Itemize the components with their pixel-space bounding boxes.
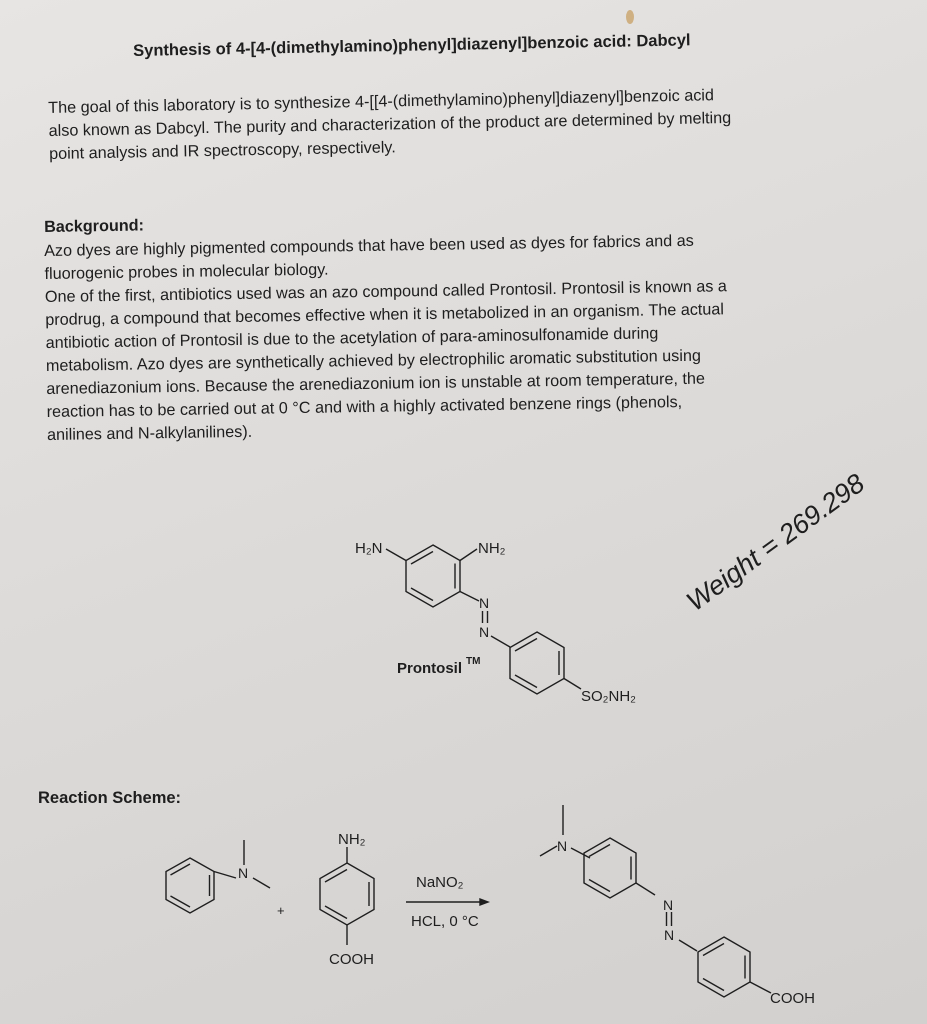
prontosil-diaminobenzene-ring	[386, 545, 479, 607]
background-line: Azo dyes are highly pigmented compounds that have been used as dyes for fabrics and as	[44, 231, 694, 260]
reagent-conditions-label: HCL, 0 °C	[411, 913, 479, 930]
background-line: antibiotic action of Prontosil is due to the acetylation of para-aminosulfonamide during	[45, 324, 659, 352]
prontosil-nh2-label: NH₂	[478, 540, 506, 557]
intro-line: also known as Dabcyl. The purity and characterization of the product are determined by melting	[48, 108, 732, 140]
prontosil-h2n-label: H₂N	[355, 540, 383, 557]
prontosil-name-label: Prontosil	[397, 660, 463, 677]
reactant-cooh-label: COOH	[329, 951, 374, 968]
background-line: reaction has to be carried out at 0 °C and with a highly activated benzene rings (phenols,	[46, 392, 683, 421]
dimethylaniline-structure	[166, 840, 270, 913]
background-line: anilines and N-alkylanilines).	[46, 422, 253, 444]
background-line: prodrug, a compound that becomes effective when it is metabolized in an organism. The actual	[45, 300, 725, 329]
reagent-nano2-label: NaNO₂	[416, 874, 464, 891]
amine-n-label: N	[238, 865, 249, 881]
plus-sign: +	[277, 903, 285, 918]
aminobenzoic-acid-structure	[320, 847, 374, 945]
prontosil-so2nh2-label: SO₂NH₂	[581, 688, 636, 705]
dabcyl-product-structure	[540, 805, 771, 997]
product-amine-n-label: N	[557, 838, 568, 854]
background-line: arenediazonium ions. Because the arenediazonium ion is unstable at room temperature, the	[46, 369, 706, 398]
intro-line: point analysis and IR spectroscopy, respectively.	[48, 138, 396, 163]
reaction-scheme-heading: Reaction Scheme:	[38, 789, 182, 807]
prontosil-trademark: TM	[466, 656, 481, 667]
background-line: One of the first, antibiotics used was an azo compound called Prontosil. Prontosil is known as a	[44, 277, 727, 306]
prontosil-sulfonamide-ring	[510, 632, 581, 694]
prontosil-azo-n1: N	[479, 595, 490, 611]
document-title: Synthesis of 4-[4-(dimethylamino)phenyl]diazenyl]benzoic acid: Dabcyl	[133, 31, 691, 60]
product-azo-n2: N	[664, 927, 675, 943]
prontosil-azo-n2: N	[479, 624, 490, 640]
product-cooh-label: COOH	[770, 990, 815, 1007]
background-line: fluorogenic probes in molecular biology.	[44, 260, 329, 283]
handwritten-weight-note: Weight = 269.298	[680, 468, 870, 617]
reaction-arrow	[406, 899, 488, 905]
background-line: metabolism. Azo dyes are synthetically achieved by electrophilic aromatic substitution using	[45, 346, 702, 375]
background-heading: Background:	[44, 216, 145, 236]
intro-line: The goal of this laboratory is to synthesize 4-[[4-(dimethylamino)phenyl]diazenyl]benzoic acid	[48, 86, 715, 117]
product-azo-n1: N	[663, 897, 674, 913]
aminobenzoic-nh2-label: NH₂	[338, 831, 366, 848]
